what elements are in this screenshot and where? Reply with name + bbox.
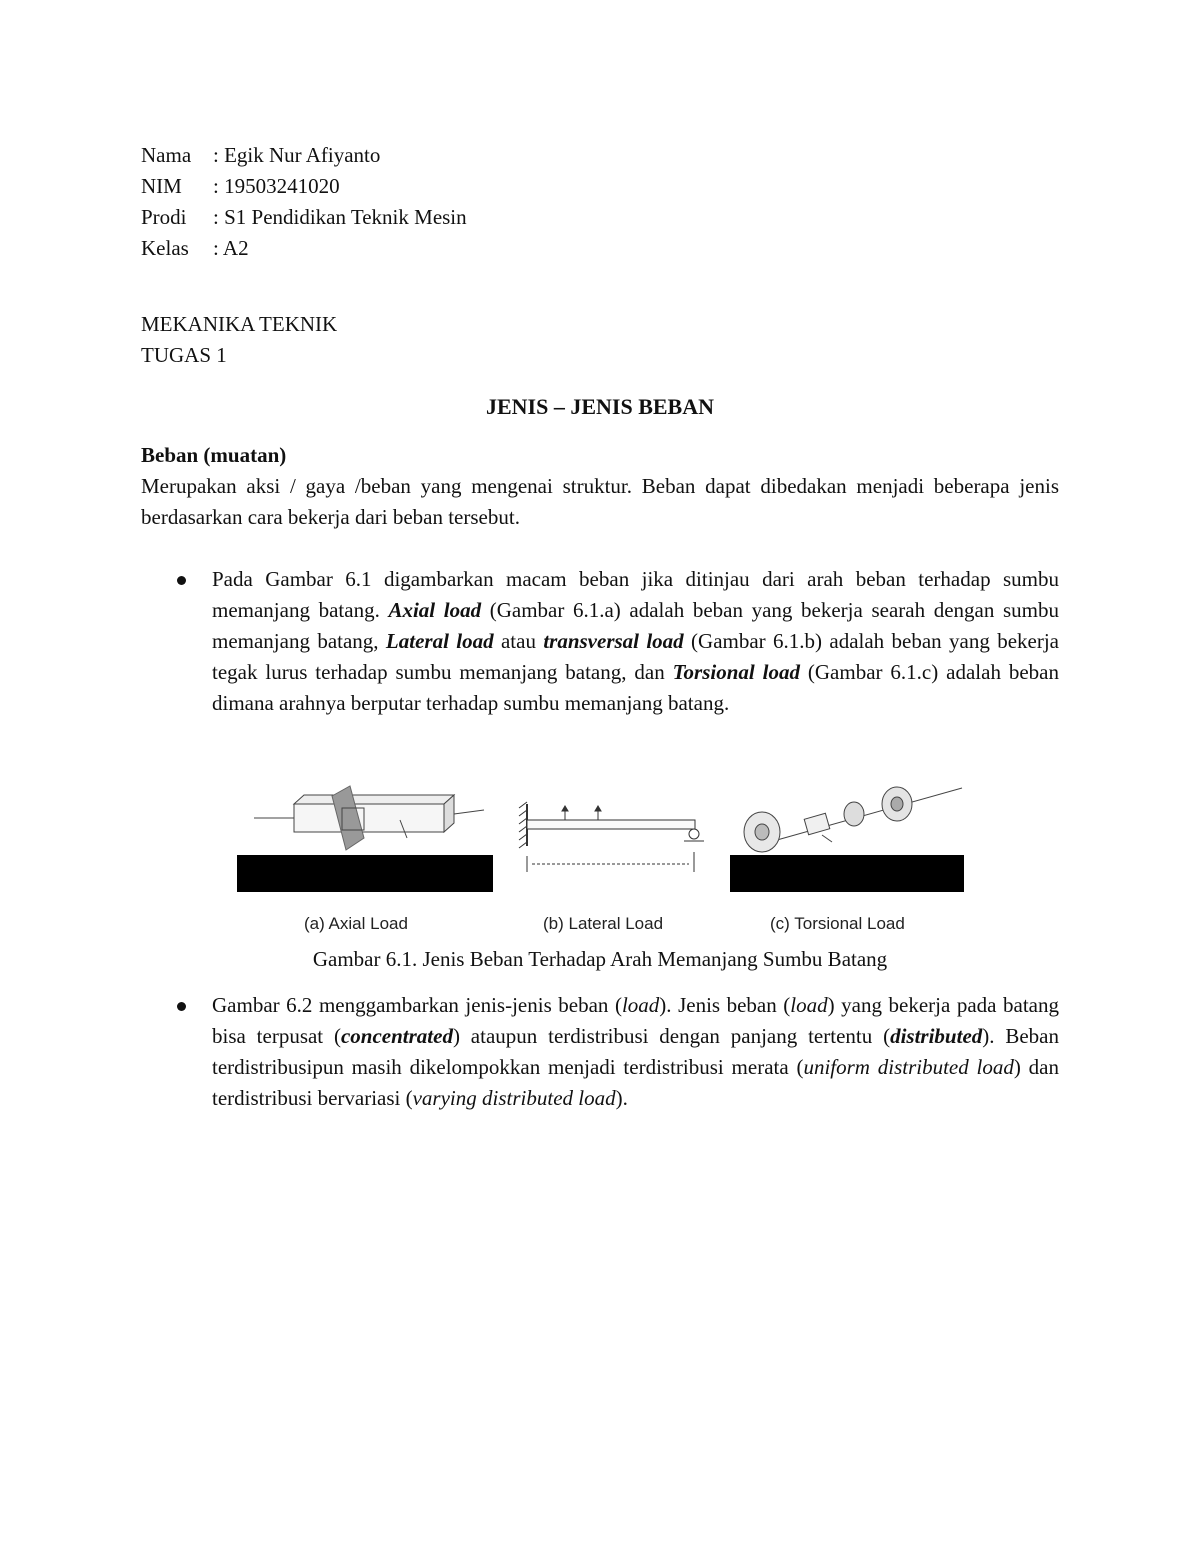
text-run: ) yang bekerja pada batang bisa terpusat ( <box>212 993 1059 1048</box>
subfigure-label-c: (c) Torsional Load <box>770 914 905 933</box>
document-title: JENIS – JENIS BEBAN <box>485 394 714 419</box>
assignment-label: TUGAS 1 <box>141 343 227 367</box>
term-load: load <box>621 993 660 1017</box>
term-uniform-distributed-load: uniform distributed load <box>803 1055 1014 1079</box>
bullet-icon <box>177 576 186 585</box>
gear-hub-1 <box>755 824 769 840</box>
section-paragraph: Merupakan aksi / gaya /beban yang mengenai struktur. Beban dapat dibedakan menjadi beberapa jenis berdasarkan cara bekerja dari beban tersebut. <box>141 474 1059 529</box>
identity-row-prodi <box>141 202 467 233</box>
bullet-text <box>212 990 1059 1114</box>
beban-section <box>141 440 1059 533</box>
subfigure-label-b: (b) Lateral Load <box>543 914 664 933</box>
gear-wheel-2 <box>844 802 864 826</box>
load-diagrams <box>232 780 972 905</box>
term-axial-load: Axial load <box>388 598 482 622</box>
text-run: (Gambar 6.1.b) adalah beban yang bekerja tegak lurus terhadap sumbu memanjang batang, dan <box>212 629 1060 684</box>
torque-marker <box>822 835 832 842</box>
term-concentrated: concentrated <box>340 1024 453 1048</box>
identity-row-kelas <box>141 233 467 264</box>
bar-top-face <box>294 795 454 804</box>
text-run: ). <box>615 1086 628 1110</box>
text-run: ). Jenis beban ( <box>659 993 791 1017</box>
bullet-item-load-direction <box>141 564 1059 719</box>
identity-value: : A2 <box>213 236 249 260</box>
identity-row-nama <box>141 140 467 171</box>
identity-label: Prodi <box>141 205 187 229</box>
term-distributed: distributed <box>890 1024 983 1048</box>
bullet-text <box>212 564 1059 719</box>
subfigure-label-a: (a) Axial Load <box>304 914 408 933</box>
wall-hatching <box>519 802 527 848</box>
torsional-load-illustration <box>744 787 962 852</box>
lateral-load-illustration <box>519 802 704 872</box>
course-name: MEKANIKA TEKNIK <box>141 312 338 336</box>
student-identity <box>141 140 467 264</box>
black-bar-a <box>237 855 493 892</box>
term-torsional-load: Torsional load <box>672 660 800 684</box>
identity-label: NIM <box>141 174 182 198</box>
text-run: Pada Gambar 6.1 digambarkan macam beban jika ditinjau dari arah beban terhadap sumbu memanjang batang. <box>212 567 1059 622</box>
shaft-axis <box>777 788 962 840</box>
term-transversal-load: transversal load <box>543 629 684 653</box>
identity-label: Nama <box>141 143 192 167</box>
identity-label: Kelas <box>141 236 189 260</box>
figure-caption: Gambar 6.1. Jenis Beban Terhadap Arah Memanjang Sumbu Batang <box>312 947 888 971</box>
black-bar-c <box>730 855 964 892</box>
shaft-segment <box>804 813 830 834</box>
term-load: load <box>790 993 828 1017</box>
identity-row-nim <box>141 171 467 202</box>
roller-support <box>689 829 699 839</box>
text-run: atau <box>493 629 544 653</box>
term-lateral-load: Lateral load <box>385 629 494 653</box>
course-info <box>141 309 337 371</box>
arrow-head <box>595 806 601 811</box>
identity-value: : S1 Pendidikan Teknik Mesin <box>213 205 467 229</box>
text-run: Gambar 6.2 menggambarkan jenis-jenis beban ( <box>212 993 622 1017</box>
gear-hub-3 <box>891 797 903 811</box>
axial-force-arrow-right <box>454 810 484 814</box>
identity-value: : 19503241020 <box>213 174 340 198</box>
bar-front-face <box>294 804 444 832</box>
text-run: ). Beban terdistribusipun masih dikelompokkan menjadi terdistribusi merata ( <box>212 1024 1059 1079</box>
text-run: (Gambar 6.1.c) adalah beban dimana arahnya berputar terhadap sumbu memanjang batang. <box>212 660 1059 715</box>
axial-load-illustration <box>254 786 484 850</box>
arrow-head <box>562 806 568 811</box>
text-run: ) dan terdistribusi bervariasi ( <box>212 1055 1059 1110</box>
term-varying-distributed-load: varying distributed load <box>412 1086 616 1110</box>
figure-6-1 <box>232 780 972 940</box>
text-run: (Gambar 6.1.a) adalah beban yang bekerja searah dengan sumbu memanjang batang, <box>212 598 1059 653</box>
bullet-icon <box>177 1002 186 1011</box>
identity-value: : Egik Nur Afiyanto <box>213 143 381 167</box>
section-heading: Beban (muatan) <box>141 443 287 467</box>
text-run: ) ataupun terdistribusi dengan panjang tertentu ( <box>452 1024 891 1048</box>
cantilever-beam <box>527 820 695 829</box>
bullet-item-load-types <box>141 990 1059 1114</box>
